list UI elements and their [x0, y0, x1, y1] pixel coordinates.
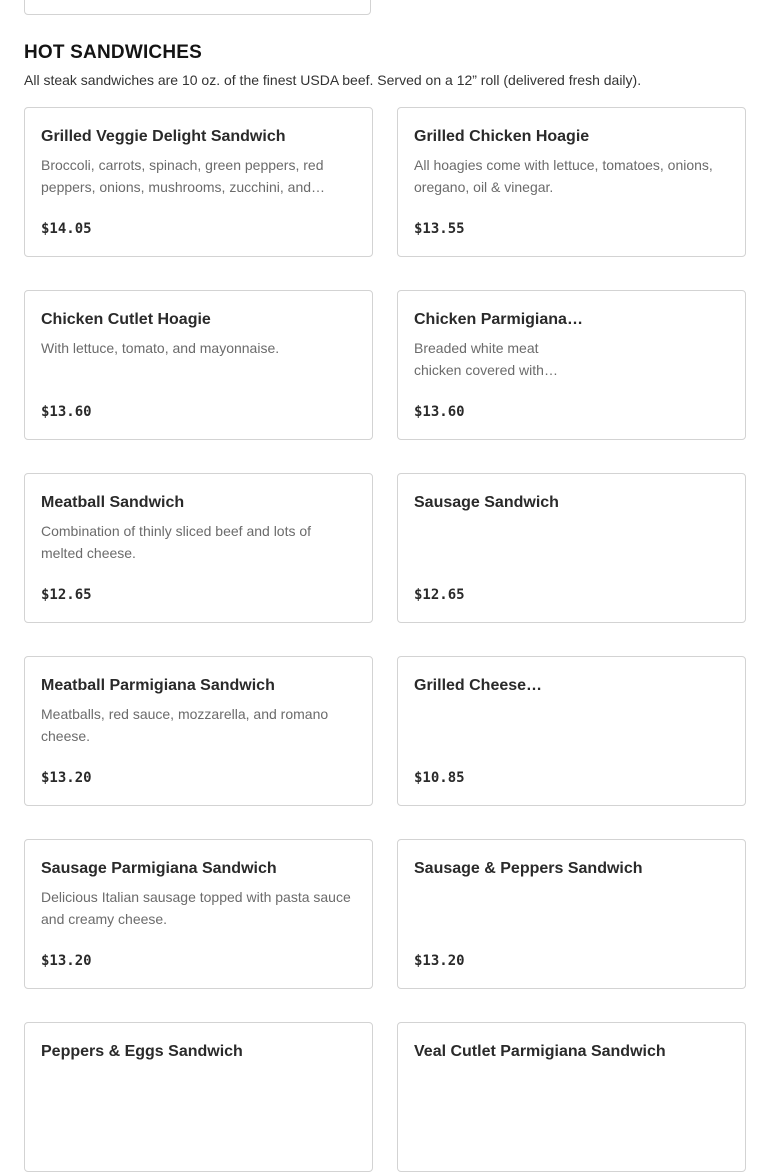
menu-item-description: Broccoli, carrots, spinach, green peppers, red peppers, onions, mushrooms, zucchini, and…: [41, 157, 326, 195]
menu-item-price: $13.60: [41, 404, 92, 420]
menu-item-price: $13.20: [414, 953, 465, 969]
menu-item-card[interactable]: [24, 473, 373, 623]
menu-item-card[interactable]: [24, 107, 373, 257]
menu-item-name: Chicken Parmigiana…: [414, 311, 583, 328]
menu-item-description: All hoagies come with lettuce, tomatoes, onions, oregano, oil & vinegar.: [414, 157, 713, 195]
menu-items-grid: [24, 107, 746, 1172]
menu-item-name: Sausage Sandwich: [414, 494, 559, 511]
menu-item-card[interactable]: [24, 839, 373, 989]
menu-item-card[interactable]: [24, 1022, 373, 1172]
menu-item-name: Grilled Chicken Hoagie: [414, 128, 590, 145]
menu-item-description: Combination of thinly sliced beef and lots of melted cheese.: [41, 523, 312, 561]
menu-item-name: Meatball Sandwich: [41, 494, 185, 511]
menu-item-price: $13.55: [414, 221, 465, 237]
menu-item-card[interactable]: [24, 656, 373, 806]
menu-item-price: $12.65: [41, 587, 92, 603]
menu-item-name: Veal Cutlet Parmigiana Sandwich: [414, 1043, 666, 1060]
menu-item-name: Chicken Cutlet Hoagie: [41, 311, 211, 328]
menu-item-name: Peppers & Eggs Sandwich: [41, 1043, 243, 1060]
menu-item-price: $13.20: [41, 770, 92, 786]
menu-item-card[interactable]: [24, 290, 373, 440]
menu-item-description: Meatballs, red sauce, mozzarella, and romano cheese.: [41, 706, 329, 744]
menu-item-price: $14.05: [41, 221, 92, 237]
previous-menu-item-card[interactable]: [24, 0, 371, 15]
section-description: All steak sandwiches are 10 oz. of the finest USDA beef. Served on a 12” roll (delivered fresh daily).: [24, 72, 642, 88]
menu-item-description: With lettuce, tomato, and mayonnaise.: [41, 340, 280, 356]
menu-item-description: Delicious Italian sausage topped with pasta sauce and creamy cheese.: [41, 889, 351, 927]
menu-item-card[interactable]: [397, 839, 746, 989]
menu-item-price: $13.20: [41, 953, 92, 969]
menu-item-name: Grilled Cheese…: [414, 677, 543, 694]
section-title: HOT SANDWICHES: [24, 42, 203, 63]
menu-item-name: Sausage Parmigiana Sandwich: [41, 860, 277, 877]
menu-item-name: Sausage & Peppers Sandwich: [414, 860, 643, 877]
menu-item-card[interactable]: [397, 656, 746, 806]
menu-item-price: $10.85: [414, 770, 465, 786]
menu-item-description: Breaded white meat chicken covered with…: [414, 340, 558, 378]
menu-item-name: Grilled Veggie Delight Sandwich: [41, 128, 286, 145]
menu-item-price: $12.65: [414, 587, 465, 603]
menu-item-card[interactable]: [397, 107, 746, 257]
menu-item-card[interactable]: [397, 1022, 746, 1172]
menu-item-name: Meatball Parmigiana Sandwich: [41, 677, 275, 694]
menu-item-card[interactable]: [397, 290, 746, 440]
menu-item-price: $13.60: [414, 404, 465, 420]
menu-item-card[interactable]: [397, 473, 746, 623]
